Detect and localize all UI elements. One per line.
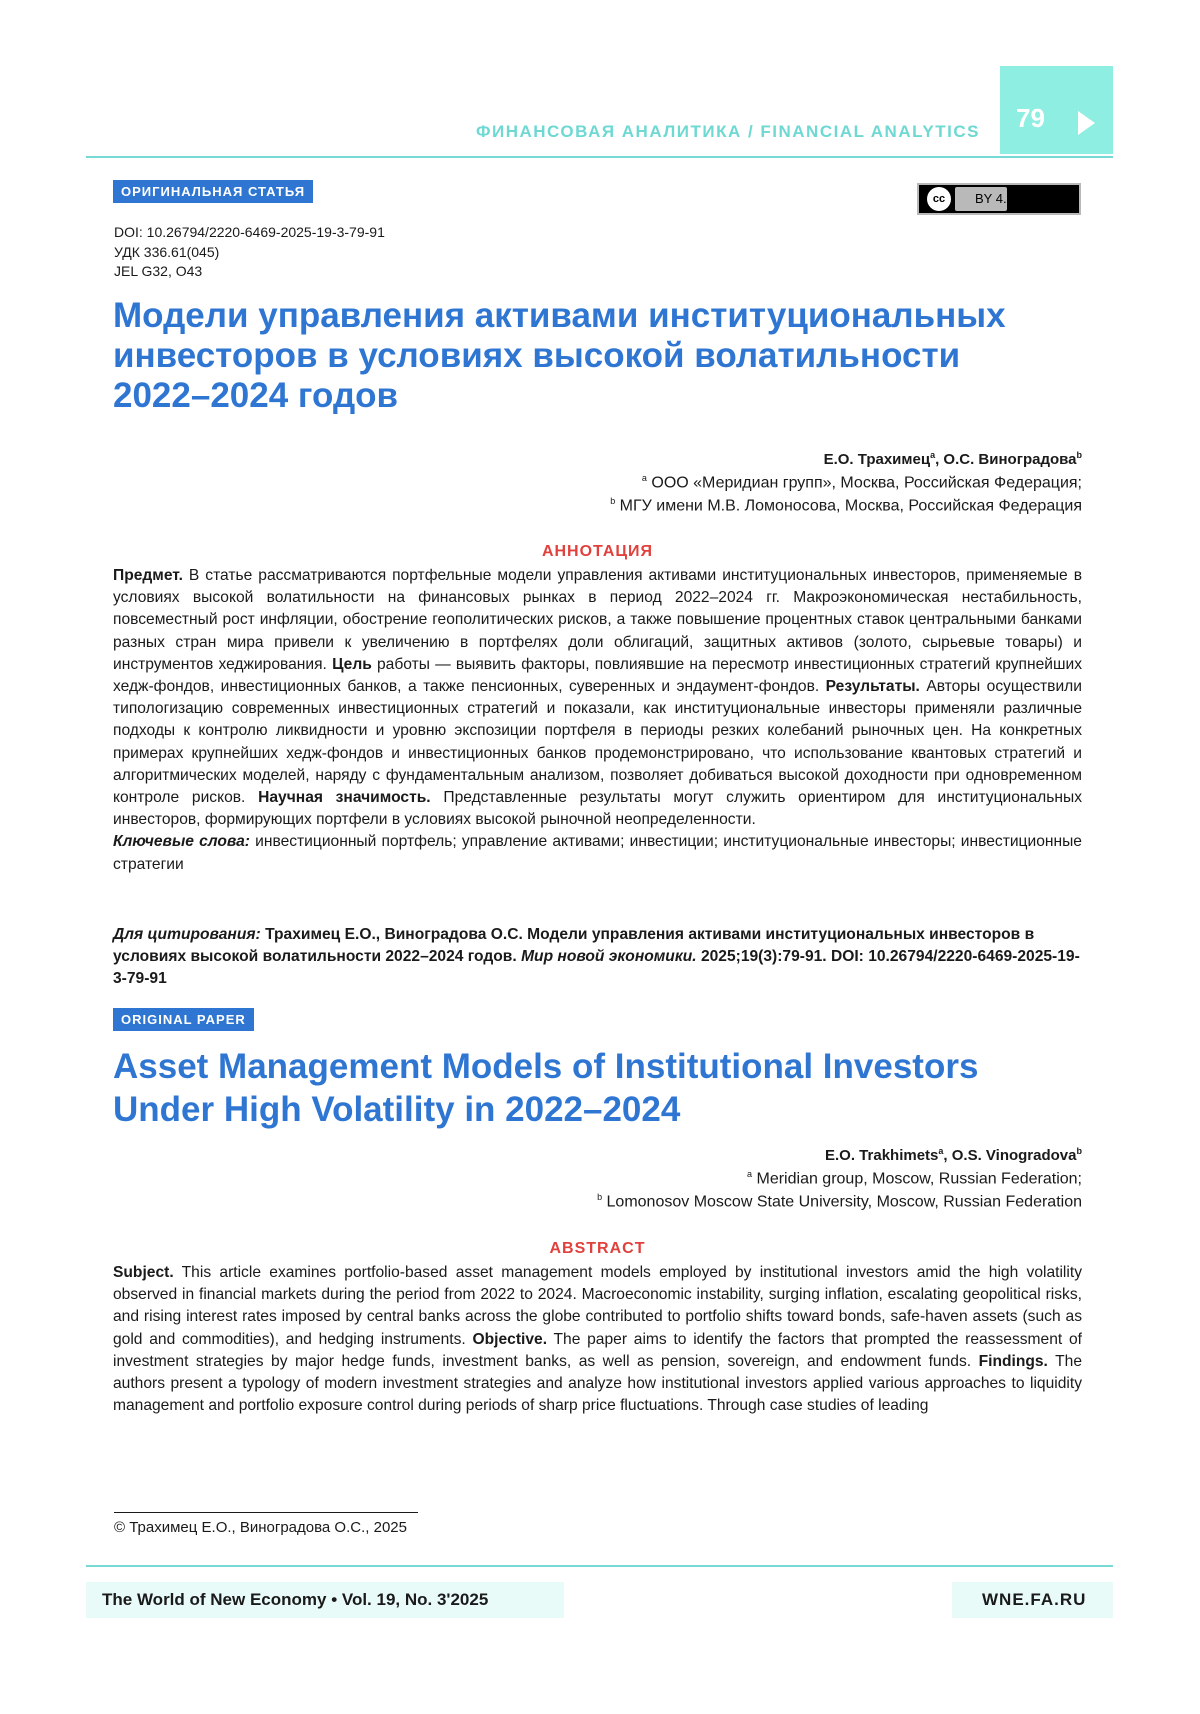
footer-site-link[interactable]: WNE.FA.RU (982, 1590, 1086, 1610)
footnote-divider (114, 1512, 418, 1513)
authors-en: E.O. Trakhimetsa, O.S. Vinogradovab (825, 1146, 1082, 1164)
page-number: 79 (1016, 103, 1045, 134)
next-page-arrow-icon (1078, 111, 1095, 135)
affiliation-b-en: b Lomonosov Moscow State University, Moscow, Russian Federation (597, 1192, 1082, 1211)
cc-icon: cc (927, 187, 951, 211)
annotation-heading: АННОТАЦИЯ (113, 543, 1082, 561)
cc-license-badge[interactable] (917, 183, 1081, 215)
badge-original-article: ОРИГИНАЛЬНАЯ СТАТЬЯ (113, 180, 313, 203)
footer-journal: The World of New Economy • Vol. 19, No. 3'2025 (102, 1590, 488, 1610)
affiliation-a-ru: a ООО «Меридиан групп», Москва, Российская Федерация; (642, 473, 1082, 492)
badge-original-paper: ORIGINAL PAPER (113, 1008, 254, 1031)
annotation-ru: Предмет. В статье рассматриваются портфельные модели управления активами институциональных инвесторов, применяемые в условиях высокой волатильности на финансовых рынках в период 2022–2024 гг. Макроэкономическая нестабильность, повсеместный рост инфляции, обострение геополитических рисков, а также повышение процентных ставок центральными банками разных стран мира привели к увеличению в портфелях доли облигаций, защитных активов (золото, сырьевые товары) и инструментов хеджирования. Цель работы — выявить факторы, повлиявшие на пересмотр инвестиционных стратегий крупнейших хедж-фондов, инвестиционных банков, а также пенсионных, суверенных и эндаумент-фондов. Результаты. Авторы осуществили типологизацию современных инвестиционных стратегий и показали, как институциональные инвесторы применяли различные подходы к контролю ликвидности и уровню экспозиции портфеля в периоды резких колебаний рыночных цен. На конкретных примерах крупнейших хедж-фондов и инвестиционных банков продемонстрировано, что использование квантовых стратегий и алгоритмических моделей, наряду с фундаментальным анализом, позволяет добиваться высокой доходности при одновременном контроле рисков. Научная значимость. Представленные результаты могут служить ориентиром для институциональных инвесторов, формирующих портфели в условиях высокой рыночной неопределенности. Ключевые слова: инвестиционный портфель; управление активами; инвестиции; институциональные инвесторы; инвестиционные стратегии (113, 565, 1082, 876)
affiliation-a-en: a Meridian group, Moscow, Russian Federation; (747, 1169, 1082, 1188)
copyright-footnote: © Трахимец Е.О., Виноградова О.С., 2025 (114, 1519, 407, 1536)
citation-ru: Для цитирования: Трахимец Е.О., Виноградова О.С. Модели управления активами институциональных инвесторов в условиях высокой волатильности 2022–2024 годов. Мир новой экономики. 2025;19(3):79-91. DOI: 10.26794/2220-6469-2025-19-3-79-91 (113, 924, 1082, 991)
authors-ru: Е.О. Трахимецa, О.С. Виноградоваb (824, 450, 1082, 468)
title-ru: Модели управления активами институциональных инвесторов в условиях высокой волатильности 2022–2024 годов (113, 296, 1043, 416)
license-label: BY 4.0 (975, 191, 1014, 206)
jel: JEL G32, O43 (114, 263, 202, 279)
title-en: Asset Management Models of Institutional Investors Under High Volatility in 2022–2024 (113, 1045, 1043, 1131)
abstract-heading: ABSTRACT (113, 1240, 1082, 1258)
doi: DOI: 10.26794/2220-6469-2025-19-3-79-91 (114, 224, 385, 240)
footer-divider (86, 1565, 1113, 1567)
header-divider (86, 156, 1113, 158)
rubric: ФИНАНСОВАЯ АНАЛИТИКА / FINANCIAL ANALYTICS (476, 122, 980, 142)
udk: УДК 336.61(045) (114, 244, 219, 260)
abstract-en: Subject. This article examines portfolio-based asset management models employed by institutional investors amid the high volatility observed in financial markets during the period from 2022 to 2024. Macroeconomic instability, surging inflation, escalating geopolitical risks, and rising interest rates imposed by central banks across the globe contributed to portfolio shifts toward bonds, safe-haven assets (such as gold and commodities), and hedging instruments. Objective. The paper aims to identify the factors that prompted the reassessment of investment strategies by major hedge funds, investment banks, as well as pension, sovereign, and endowment funds. Findings. The authors present a typology of modern investment strategies and analyze how institutional investors applied various approaches to liquidity management and portfolio exposure control during periods of sharp price fluctuations. Through case studies of leading (113, 1262, 1082, 1417)
affiliation-b-ru: b МГУ имени М.В. Ломоносова, Москва, Российская Федерация (610, 496, 1082, 515)
